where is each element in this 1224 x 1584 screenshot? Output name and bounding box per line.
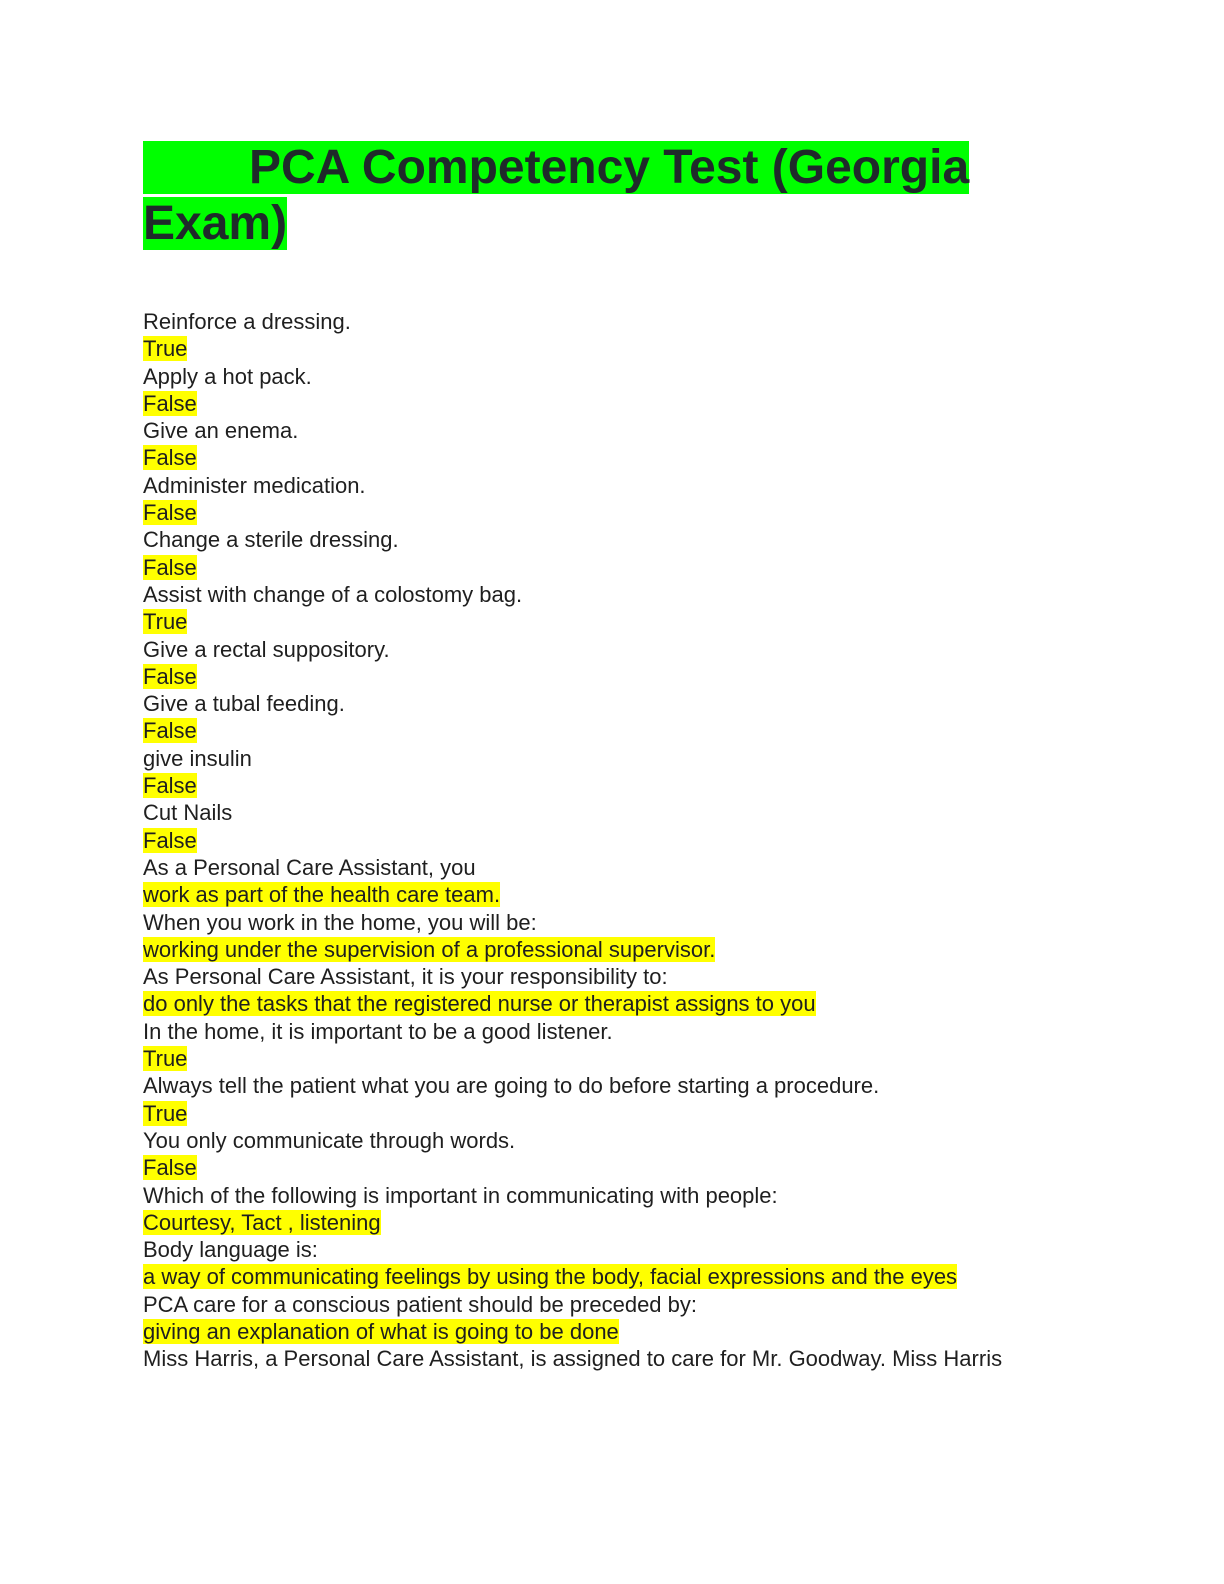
question: Give a rectal suppository. <box>143 636 390 662</box>
question: Assist with change of a colostomy bag. <box>143 581 523 607</box>
answer: False <box>143 1155 197 1181</box>
document-page <box>143 140 1043 1373</box>
question: Which of the following is important in communicating with people: <box>143 1182 778 1208</box>
answer: False <box>143 390 197 416</box>
question: Cut Nails <box>143 800 233 826</box>
answer: False <box>143 445 197 471</box>
question: As Personal Care Assistant, it is your responsibility to: <box>143 964 668 990</box>
answer: Courtesy, Tact , listening <box>143 1209 381 1235</box>
document-title: PCA Competency Test (Georgia Exam) <box>143 141 970 250</box>
answer: False <box>143 718 197 744</box>
answer: work as part of the health care team. <box>143 882 501 908</box>
question: Change a sterile dressing. <box>143 527 399 553</box>
question: You only communicate through words. <box>143 1127 516 1153</box>
answer: True <box>143 336 188 362</box>
answer: a way of communicating feelings by using the body, facial expressions and the eyes <box>143 1264 958 1290</box>
answer: True <box>143 1046 188 1072</box>
answer: True <box>143 609 188 635</box>
answer: False <box>143 500 197 526</box>
question: PCA care for a conscious patient should be preceded by: <box>143 1291 698 1317</box>
question-answer-list <box>143 308 1043 1373</box>
answer: do only the tasks that the registered nurse or therapist assigns to you <box>143 991 816 1017</box>
question: Apply a hot pack. <box>143 363 312 389</box>
question: In the home, it is important to be a good listener. <box>143 1018 613 1044</box>
question: Body language is: <box>143 1237 318 1263</box>
question: Give an enema. <box>143 418 299 444</box>
question: Give a tubal feeding. <box>143 691 345 717</box>
answer: working under the supervision of a professional supervisor. <box>143 936 716 962</box>
question: Administer medication. <box>143 472 366 498</box>
answer: True <box>143 1100 188 1126</box>
question: Always tell the patient what you are going to do before starting a procedure. <box>143 1073 880 1099</box>
question: When you work in the home, you will be: <box>143 909 537 935</box>
answer: False <box>143 663 197 689</box>
question: give insulin <box>143 745 252 771</box>
question: As a Personal Care Assistant, you <box>143 854 476 880</box>
answer: False <box>143 554 197 580</box>
answer: False <box>143 827 197 853</box>
question: Reinforce a dressing. <box>143 309 351 334</box>
question: Miss Harris, a Personal Care Assistant, is assigned to care for Mr. Goodway. Miss Harris <box>143 1346 1003 1372</box>
answer: giving an explanation of what is going to be done <box>143 1318 619 1344</box>
answer: False <box>143 773 197 799</box>
